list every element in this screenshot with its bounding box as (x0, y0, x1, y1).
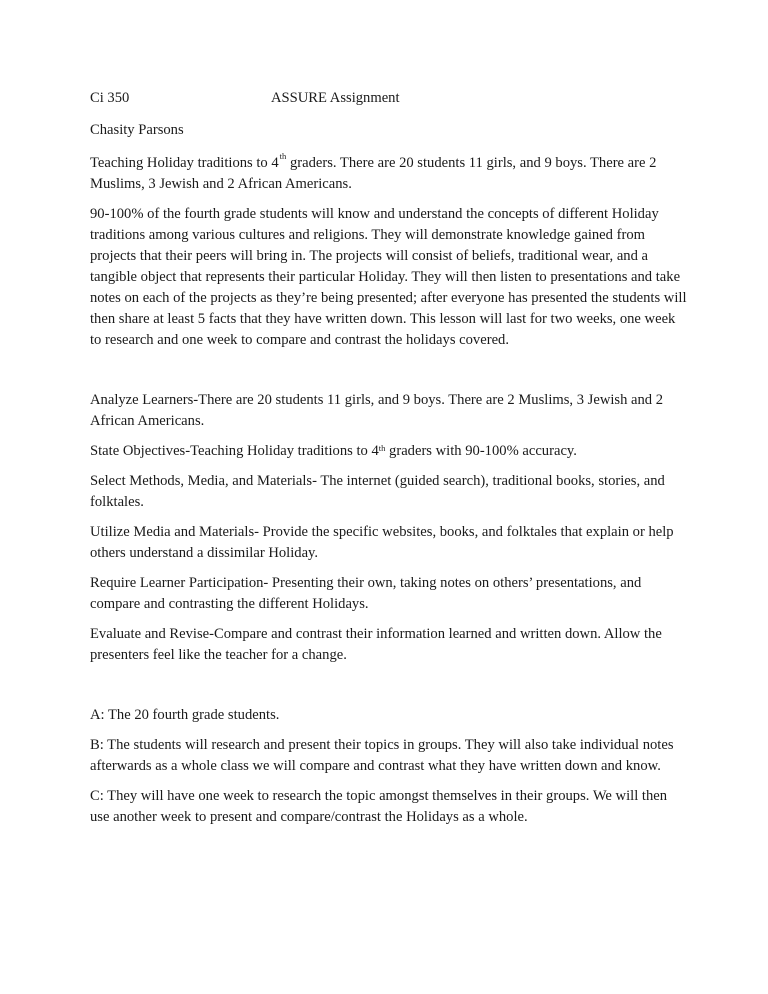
state-objectives-text-end: graders with 90-100% accuracy. (385, 443, 577, 459)
abc-a-paragraph: A: The 20 fourth grade students. (90, 707, 280, 723)
section-spacer (90, 675, 690, 705)
document-page (90, 84, 690, 837)
course-code: Ci 350 (90, 90, 130, 106)
abc-b-paragraph: B: The students will research and present their topics in groups. They will also take individual notes afterwards as a whole class we will compare and contrast what they have written down and know. (90, 737, 674, 774)
assignment-title: ASSURE Assignment (271, 90, 400, 106)
state-objectives-superscript: th (378, 443, 386, 453)
author-name: Chasity Parsons (90, 122, 184, 138)
abc-c-paragraph: C: They will have one week to research the topic amongst themselves in their groups. We will then use another week to present and compare/contrast the Holidays as a whole. (90, 788, 668, 825)
analyze-learners-paragraph: Analyze Learners-There are 20 students 11 girls, and 9 boys. There are 2 Muslims, 3 Jewish and 2 African Americans. (90, 392, 664, 429)
evaluate-revise-paragraph: Evaluate and Revise-Compare and contrast their information learned and written down. Allow the presenters feel like the teacher for a change. (90, 626, 662, 663)
select-methods-paragraph: Select Methods, Media, and Materials- The internet (guided search), traditional books, stories, and folktales. (90, 473, 665, 510)
section-spacer (90, 360, 690, 390)
intro-superscript: th (279, 151, 287, 161)
require-participation-paragraph: Require Learner Participation- Presenting their own, taking notes on others’ presentations, and compare and contrasting the different Holidays. (90, 575, 642, 612)
intro-text-end: graders. There are 20 students 11 girls, and 9 boys. There are 2 Muslims, 3 Jewish and 2 African Americans. (90, 155, 657, 192)
state-objectives-text-start: State Objectives-Teaching Holiday traditions to 4 (90, 443, 379, 459)
objective-paragraph: 90-100% of the fourth grade students will know and understand the concepts of different Holiday traditions among various cultures and religions. They will demonstrate knowledge gained from projects that their peers will bring in. The projects will consist of beliefs, traditional wear, and a tangible object that represents their particular Holiday. They will then listen to presentations and take notes on each of the projects as they’re being presented; after everyone has presented the students will then share at least 5 facts that they have written down. This lesson will last for two weeks, one week to research and one week to compare and contrast the holidays covered. (90, 206, 687, 348)
document-header (90, 88, 690, 109)
intro-paragraph (90, 153, 690, 195)
intro-text-start: Teaching Holiday traditions to 4 (90, 155, 279, 171)
state-objectives-paragraph (90, 441, 690, 462)
utilize-media-paragraph: Utilize Media and Materials- Provide the specific websites, books, and folktales that explain or help others understand a dissimilar Holiday. (90, 524, 674, 561)
